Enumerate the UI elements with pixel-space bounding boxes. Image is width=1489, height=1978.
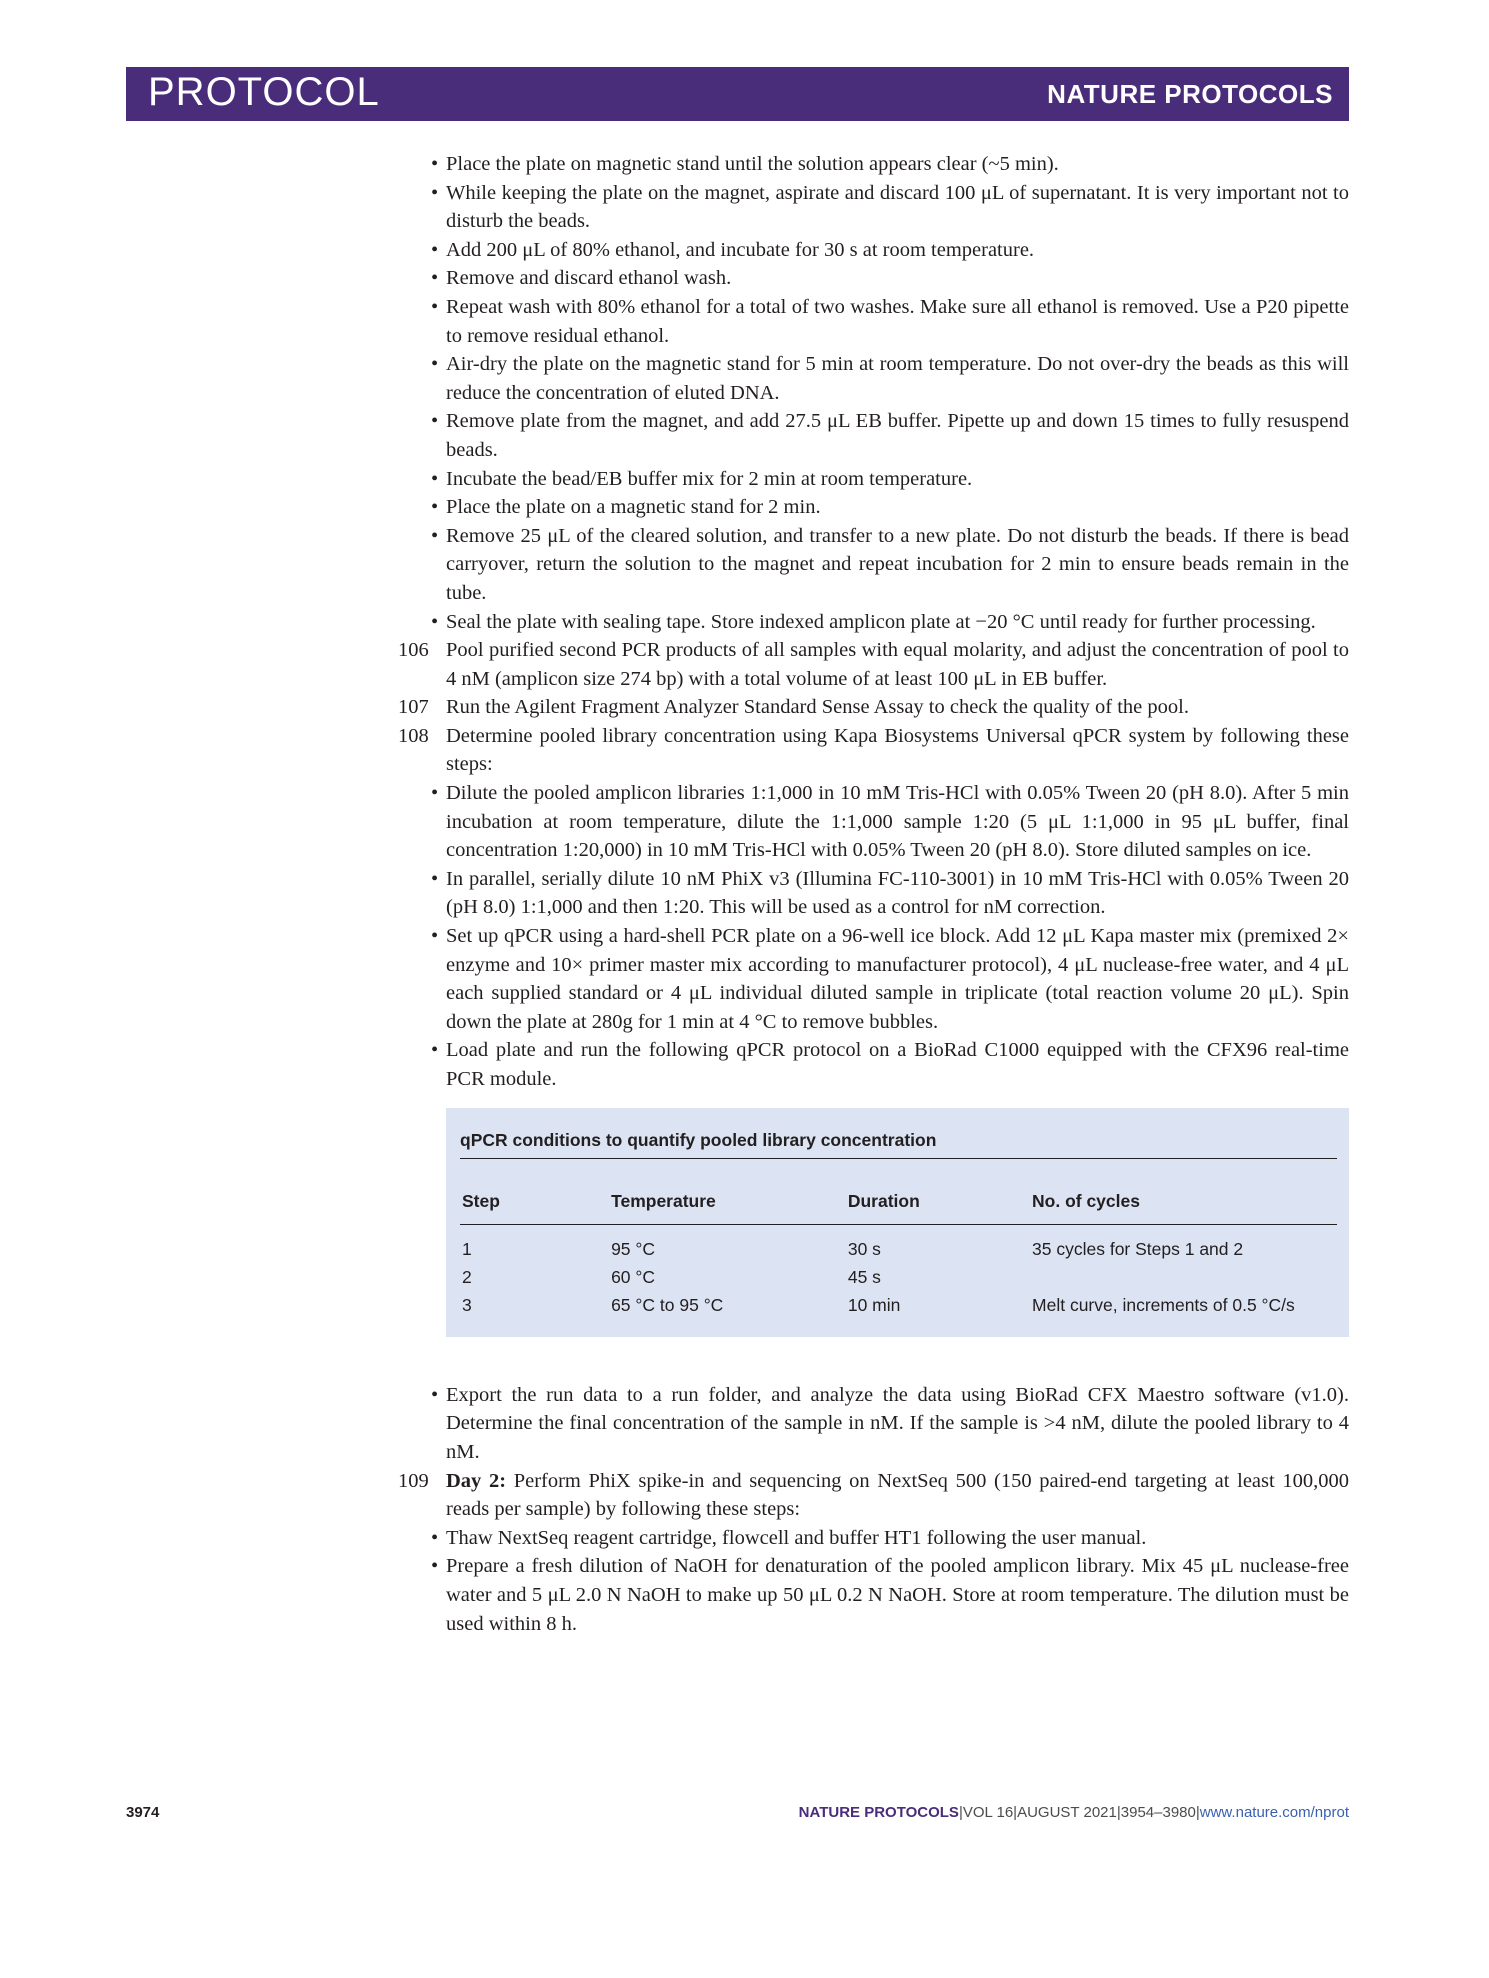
- list-item: • Remove plate from the magnet, and add 27.5 μL EB buffer. Pipette up and down 15 times to fully resuspend beads.: [431, 410, 1349, 461]
- list-item: • Repeat wash with 80% ethanol for a total of two washes. Make sure all ethanol is removed. Use a P20 pipette to remove residual ethanol.: [431, 295, 1349, 347]
- journal-link[interactable]: www.nature.com/nprot: [1199, 1804, 1349, 1821]
- list-item: • While keeping the plate on the magnet, aspirate and discard 100 μL of supernatant. It is very important not to disturb the beads.: [431, 181, 1349, 233]
- table-row: [460, 1224, 1337, 1263]
- list-item: • Seal the plate with sealing tape. Store indexed amplicon plate at −20 °C until ready for further processing.: [431, 610, 1316, 633]
- table-cell: 45 s: [847, 1266, 881, 1287]
- column-header: No. of cycles: [1030, 1181, 1337, 1224]
- table-row: [460, 1263, 1337, 1291]
- qpcr-table: [446, 1108, 1349, 1337]
- table-cell: 60 °C: [611, 1266, 656, 1287]
- step-109: 109 Day 2: Perform PhiX spike-in and sequencing on NextSeq 500 (150 paired-end targeting at least 100,000 reads per sample) by following these steps:: [398, 1469, 1349, 1521]
- table-cell: 35 cycles for Steps 1 and 2: [1032, 1238, 1244, 1259]
- list-item: • Dilute the pooled amplicon libraries 1:1,000 in 10 mM Tris-HCl with 0.05% Tween 20 (pH 8.0). After 5 min incubation at room temperature, dilute the 1:1,000 sample 1:20 (5 μL 1:1,000 in 95 μL buffer, final concentration 1:20,000) in 10 mM Tris-HCl with 0.05% Tween 20 (pH 8.0). Store diluted samples on ice.: [431, 782, 1349, 862]
- list-item: • Thaw NextSeq reagent cartridge, flowcell and buffer HT1 following the user manual.: [431, 1526, 1147, 1549]
- table-cell: 95 °C: [611, 1238, 656, 1259]
- table-header-row: [460, 1181, 1337, 1224]
- column-header: Step: [460, 1181, 609, 1224]
- list-item: • Air-dry the plate on the magnetic stand for 5 min at room temperature. Do not over-dry the beads as this will reduce the concentration of eluted DNA.: [431, 353, 1349, 404]
- journal-label: NATURE PROTOCOLS: [1047, 79, 1333, 109]
- table-cell: 10 min: [847, 1294, 901, 1315]
- step-106: 106 Pool purified second PCR products of all samples with equal molarity, and adjust the concentration of pool to 4 nM (amplicon size 274 bp) with a total volume of at least 100 μL in EB buffer.: [398, 639, 1349, 690]
- list-item: • Load plate and run the following qPCR protocol on a BioRad C1000 equipped with the CFX96 real-time PCR module.: [431, 1039, 1349, 1090]
- list-item: • Set up qPCR using a hard-shell PCR plate on a 96-well ice block. Add 12 μL Kapa master mix (premixed 2× enzyme and 10× primer master mix according to manufacturer protocol), 4 μL nuclease-free water, and 4 μL each supplied standard or 4 μL individual diluted sample in triplicate (total reaction volume 20 μL). Spin down the plate at 280g for 1 min at 4 °C to remove bubbles.: [431, 925, 1349, 1033]
- table-cell: 30 s: [847, 1238, 881, 1259]
- list-item: • Export the run data to a run folder, and analyze the data using BioRad CFX Maestro software (v1.0). Determine the final concentration of the sample in nM. If the sample is >4 nM, dilute the pooled library to 4 nM.: [431, 1383, 1349, 1463]
- table-cell: 65 °C to 95 °C: [611, 1294, 724, 1315]
- column-header: Temperature: [609, 1181, 846, 1224]
- list-item: • Place the plate on a magnetic stand for 2 min.: [431, 496, 821, 519]
- header-banner: [126, 67, 1349, 121]
- list-item: • Add 200 μL of 80% ethanol, and incubate for 30 s at room temperature.: [431, 238, 1035, 261]
- table-cell: 2: [462, 1266, 472, 1287]
- step-107: 107 Run the Agilent Fragment Analyzer Standard Sense Assay to check the quality of the pool.: [398, 696, 1189, 719]
- table-cell: 1: [462, 1238, 472, 1259]
- page-number: 3974: [126, 1804, 160, 1821]
- table-cell: 3: [462, 1294, 472, 1315]
- list-item: • Remove and discard ethanol wash.: [431, 267, 732, 290]
- list-item: • Remove 25 μL of the cleared solution, and transfer to a new plate. Do not disturb the beads. If there is bead carryover, return the solution to the magnet and repeat incubation for 2 min to ensure beads remain in the tube.: [431, 524, 1349, 604]
- step-108: 108 Determine pooled library concentration using Kapa Biosystems Universal qPCR system by following these steps:: [398, 724, 1349, 776]
- list-item: • In parallel, serially dilute 10 nM PhiX v3 (Illumina FC-110-3001) in 10 mM Tris-HCl with 0.05% Tween 20 (pH 8.0) 1:1,000 and then 1:20. This will be used as a control for nM correction.: [431, 867, 1349, 919]
- table-row: [460, 1291, 1337, 1319]
- list-item: • Incubate the bead/EB buffer mix for 2 min at room temperature.: [431, 467, 973, 490]
- column-header: Duration: [846, 1181, 1030, 1224]
- citation-footer: NATURE PROTOCOLS|VOL 16|AUGUST 2021|3954–3980|www.nature.com/nprot: [798, 1804, 1349, 1821]
- table-title: qPCR conditions to quantify pooled library concentration: [460, 1126, 1337, 1160]
- section-label: PROTOCOL: [148, 70, 380, 114]
- list-item: • Place the plate on magnetic stand until the solution appears clear (~5 min).: [431, 153, 1059, 175]
- list-item: • Prepare a fresh dilution of NaOH for denaturation of the pooled amplicon library. Mix 45 μL nuclease-free water and 5 μL 2.0 N NaOH to make up 50 μL 0.2 N NaOH. Store at room temperature. The dilution must be used within 8 h.: [431, 1555, 1349, 1635]
- table-cell: Melt curve, increments of 0.5 °C/s: [1032, 1294, 1295, 1315]
- table-cell: [1030, 1263, 1337, 1291]
- main-text: [398, 150, 1349, 1638]
